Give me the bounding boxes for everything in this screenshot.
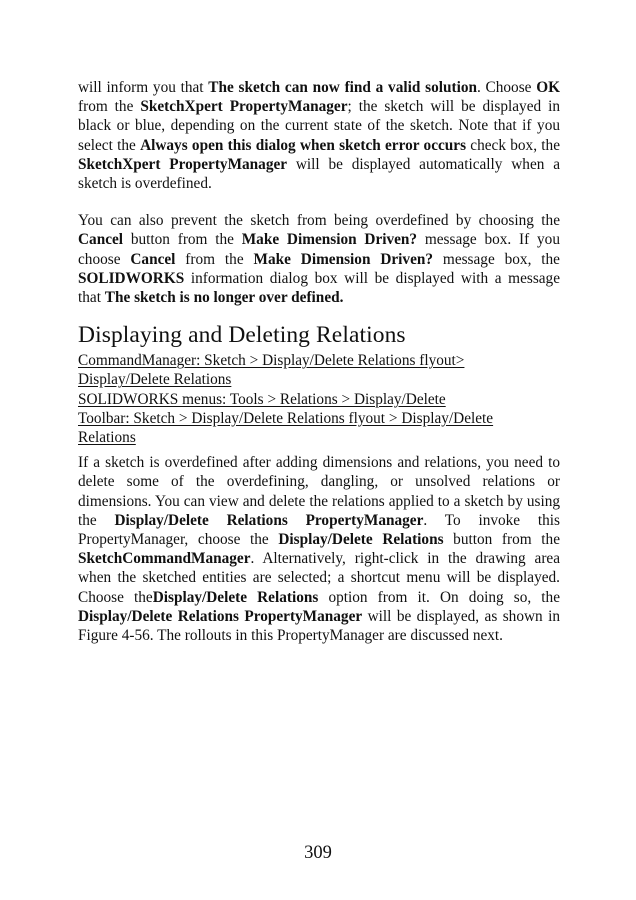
text-run: button from the xyxy=(123,231,242,249)
text-run: will inform you that xyxy=(78,79,209,96)
bold-term: Display/Delete Relations xyxy=(278,531,444,549)
paragraph-display-delete-relations xyxy=(78,453,560,645)
bold-term: Make Dimension Driven? xyxy=(253,250,434,268)
bold-term: The sketch can now find a valid solution xyxy=(208,79,477,96)
text-run: from the xyxy=(78,98,141,116)
paragraph-prevent-overdefined xyxy=(78,211,560,307)
text-run: check box, the xyxy=(466,136,560,154)
bold-term: Display/Delete Relations PropertyManager xyxy=(114,511,424,529)
menus-path[interactable]: SOLIDWORKS menus: Tools > Relations > Display/Delete xyxy=(78,390,446,408)
bold-term: Always open this dialog when sketch error occurs xyxy=(140,136,467,154)
toolbar-path-line1[interactable]: Toolbar: Sketch > Display/Delete Relations flyout > Display/Delete xyxy=(78,409,494,427)
bold-term: Cancel xyxy=(78,231,124,249)
command-paths xyxy=(78,351,560,447)
bold-term: OK xyxy=(536,79,560,96)
paragraph-sketch-solution xyxy=(78,78,560,193)
text-run: information dialog box will be displayed with a message that xyxy=(78,269,560,307)
text-run: ; the sketch will be displayed in black or blue, depending on the current state of the sketch. Note that if you select the xyxy=(78,98,560,154)
text-run: . Choose xyxy=(476,79,537,96)
text-run: will be displayed, as shown in Figure 4-56. The rollouts in this PropertyManager are discussed next. xyxy=(78,607,560,645)
text-run: from the xyxy=(175,250,254,268)
page-number: 309 xyxy=(304,843,332,863)
bold-term: Display/Delete Relations PropertyManager xyxy=(78,607,363,625)
bold-term: SOLIDWORKS xyxy=(78,269,185,287)
bold-term: SketchXpert PropertyManager xyxy=(78,155,288,173)
commandmanager-path-line2[interactable]: Display/Delete Relations xyxy=(78,371,232,389)
bold-term: Display/Delete Relations xyxy=(152,588,319,606)
text-run: . To invoke this PropertyManager, choose the xyxy=(78,511,560,549)
page-content xyxy=(78,78,560,645)
text-run: . Alternatively, right-click in the drawing area when the sketched entities are selected; a shortcut menu will be displayed. Choose the xyxy=(78,550,560,606)
bold-term: SketchCommandManager xyxy=(78,550,251,568)
text-run: message box, the xyxy=(433,250,560,268)
section-heading: Displaying and Deleting Relations xyxy=(78,322,406,349)
text-run: If a sketch is overdefined after adding dimensions and relations, you need to delete some of the overdefining, dangling, or unsolved relations or dimensions. You can view and delete the relations applied to a sketch by using the xyxy=(78,454,560,529)
text-run: message box. If you choose xyxy=(78,231,560,268)
bold-term: Make Dimension Driven? xyxy=(241,231,418,249)
bold-term: The sketch is no longer over defined. xyxy=(104,289,344,307)
text-run: button from the xyxy=(443,531,560,549)
text-run: option from it. On doing so, the xyxy=(318,588,560,606)
bold-term: Cancel xyxy=(130,250,176,268)
commandmanager-path-line1[interactable]: CommandManager: Sketch > Display/Delete Relations flyout> xyxy=(78,352,465,370)
text-run: will be displayed automatically when a sketch is overdefined. xyxy=(78,155,560,193)
text-run: You can also prevent the sketch from being overdefined by choosing the xyxy=(78,212,560,230)
toolbar-path-line2[interactable]: Relations xyxy=(78,429,136,447)
bold-term: SketchXpert PropertyManager xyxy=(140,98,348,116)
